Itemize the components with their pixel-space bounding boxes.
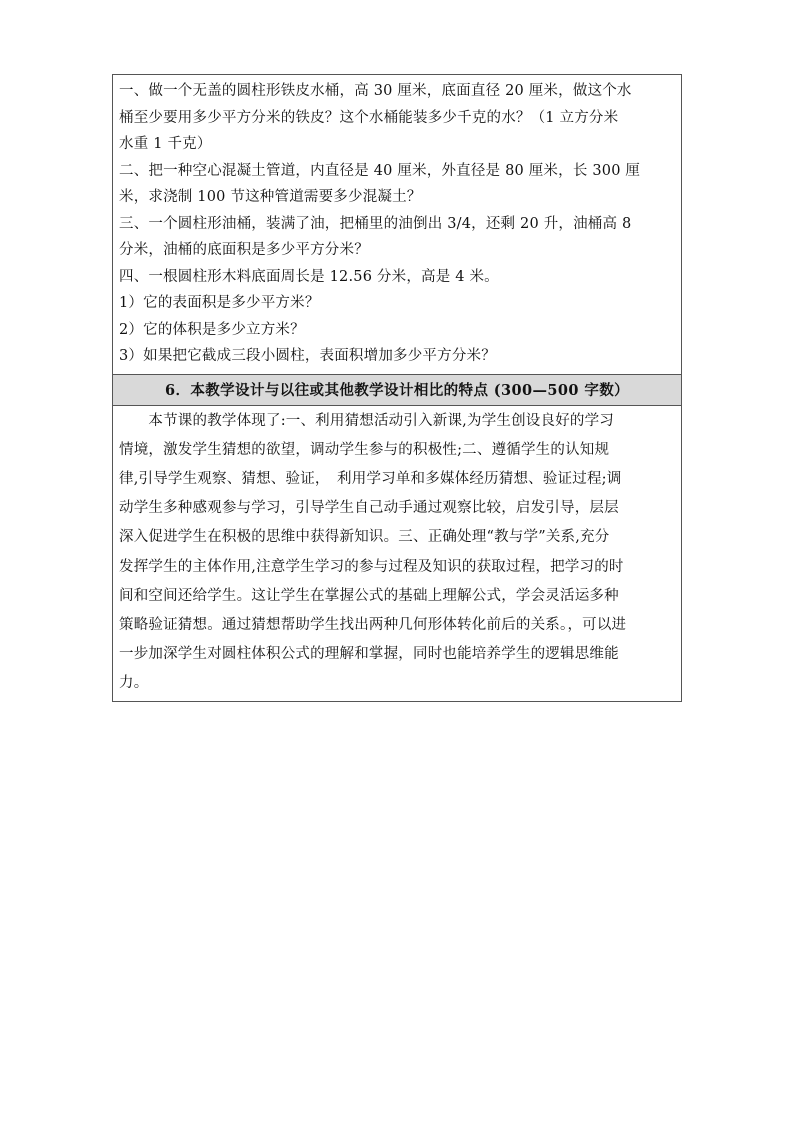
document-table xyxy=(112,74,682,702)
body-line: 间和空间还给学生。这让学生在掌握公式的基础上理解公式，学会灵活运多种 xyxy=(119,587,619,604)
problem-line: 米，求浇制 100 节这种管道需要多少混凝土？ xyxy=(119,189,422,205)
body-line: 律,引导学生观察、猜想、验证， 利用学习单和多媒体经历猜想、验证过程;调 xyxy=(119,470,622,487)
problem-line: 四、一根圆柱形木料底面周长是 12.56 分米，高是 4 米。 xyxy=(119,268,499,285)
body-line: 发挥学生的主体作用,注意学生学习的参与过程及知识的获取过程，把学习的时 xyxy=(119,558,624,575)
section-6-body xyxy=(113,406,681,701)
problem-line: 分米，油桶的底面积是多少平方分米？ xyxy=(119,242,369,258)
problem-line: 1）它的表面积是多少平方米？ xyxy=(119,295,320,311)
body-line: 情境，激发学生猜想的欲望，调动学生参与的积极性;二、遵循学生的认知规 xyxy=(119,441,610,458)
body-line: 深入促进学生在积极的思维中获得新知识。三、正确处理“教与学”关系,充分 xyxy=(119,529,610,546)
practice-problems-cell xyxy=(113,75,681,375)
problem-line: 2）它的体积是多少立方米？ xyxy=(119,321,305,338)
problem-line: 二、把一种空心混凝土管道，内直径是 40 厘米，外直径是 80 厘米，长 300 厘 xyxy=(119,162,641,179)
body-line: 一步加深学生对圆柱体积公式的理解和掌握，同时也能培养学生的逻辑思维能 xyxy=(119,646,619,663)
problem-line: 水重 1 千克） xyxy=(119,136,212,152)
body-line: 动学生多种感观参与学习，引导学生自己动手通过观察比较，启发引导，层层 xyxy=(119,500,619,517)
problem-line: 桶至少要用多少平方分米的铁皮？这个水桶能装多少千克的水？（1 立方分米 xyxy=(119,109,619,126)
problem-line: 3）如果把它截成三段小圆柱，表面积增加多少平方分米？ xyxy=(119,348,496,364)
section-6-header: 6．本教学设计与以往或其他教学设计相比的特点 (300—500 字数） xyxy=(113,375,681,406)
problem-line: 三、一个圆柱形油桶，装满了油，把桶里的油倒出 3/4，还剩 20 升，油桶高 8 xyxy=(119,215,632,232)
body-line: 本节课的教学体现了:一、利用猜想活动引入新课,为学生创设良好的学习 xyxy=(119,412,614,429)
body-line: 力。 xyxy=(119,675,149,692)
problem-line: 一、做一个无盖的圆柱形铁皮水桶，高 30 厘米，底面直径 20 厘米，做这个水 xyxy=(119,83,632,99)
body-line: 策略验证猜想。通过猜想帮助学生找出两种几何形体转化前后的关系。，可以进 xyxy=(119,616,627,633)
